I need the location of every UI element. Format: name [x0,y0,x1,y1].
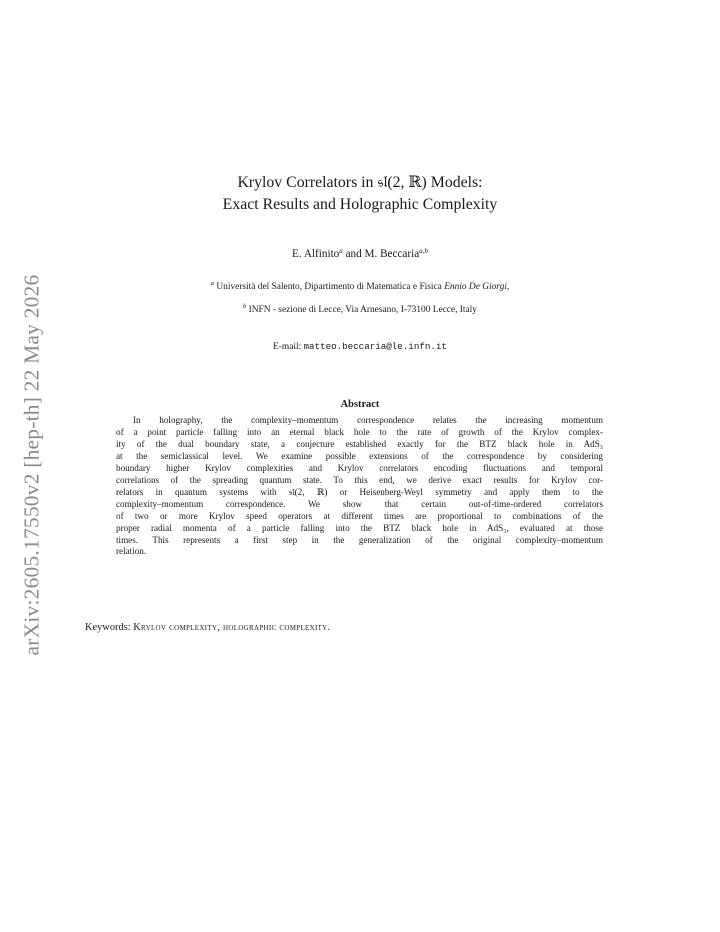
abstract-line: proper radial momenta of a particle falling into the BTZ black hole in AdS₃, evaluated at those [116,522,603,533]
arxiv-identifier-stamp: arXiv:2605.17550v2 [hep-th] 22 May 2026 [19,274,44,656]
abstract-heading: Abstract [340,399,380,410]
email-label: E-mail: [273,342,304,352]
author-affiliation-mark: a [339,247,343,255]
keywords-value: Krylov complexity, holographic complexity. [133,622,331,633]
title-line-1: Krylov Correlators in 𝔰𝔩(2, ℝ) Models: [237,174,483,191]
abstract-body [116,415,603,558]
abstract-line: complexity–momentum correspondence. We show that certain out-of-time-ordered correlators [116,498,603,509]
title-line-2: Exact Results and Holographic Complexity [222,196,498,213]
keywords [85,622,330,633]
affiliation-text: Università del Salento, Dipartimento di Matematica e Fisica [216,282,445,292]
affiliation-dept-name: Ennio De Giorgi [444,282,507,292]
affiliation-tail: , [506,282,510,292]
author-conjunction: and [342,248,365,260]
affiliation [0,282,720,292]
author-name: M. Beccaria [364,248,420,260]
affiliation-mark: b [243,303,247,310]
keywords-label: Keywords: [85,622,134,633]
contact-email [0,341,720,352]
author-name: E. Alfinito [292,248,340,260]
abstract-line: correlations of the spreading quantum state. To this end, we derive exact results for Krylov cor- [116,474,603,485]
abstract-line: boundary higher Krylov complexities and Krylov correlators encoding fluctuations and temporal [116,462,603,473]
email-address[interactable]: matteo.beccaria@le.infn.it [303,341,447,352]
abstract-line: ity of the dual boundary state, a conjecture established exactly for the BTZ black hole in AdS₃ [116,438,603,449]
affiliation-text: INFN - sezione di Lecce, Via Arnesano, I-73100 Lecce, Italy [248,305,477,315]
author-list [0,248,720,260]
author-affiliation-mark: a,b [419,247,428,255]
affiliation [0,305,720,315]
abstract-line: of a point particle falling into an eternal black hole to the rate of growth of the Krylov complex- [116,426,603,437]
abstract-line: relation. [116,546,147,557]
paper-title [0,172,720,216]
abstract-line: relators in quantum systems with 𝔰𝔩(2, ℝ) or Heisenberg-Weyl symmetry and apply them to the [116,486,603,497]
abstract-line: at the semiclassical level. We examine possible extensions of the correspondence by considering [116,450,603,461]
abstract-line: of two or more Krylov speed operators at different times are proportional to combinations of the [116,510,603,521]
affiliation-mark: a [210,280,215,287]
abstract-line: times. This represents a first step in the generalization of the original complexity–momentum [116,534,603,545]
abstract-line: In holography, the complexity–momentum correspondence relates the increasing momentum [133,415,603,425]
